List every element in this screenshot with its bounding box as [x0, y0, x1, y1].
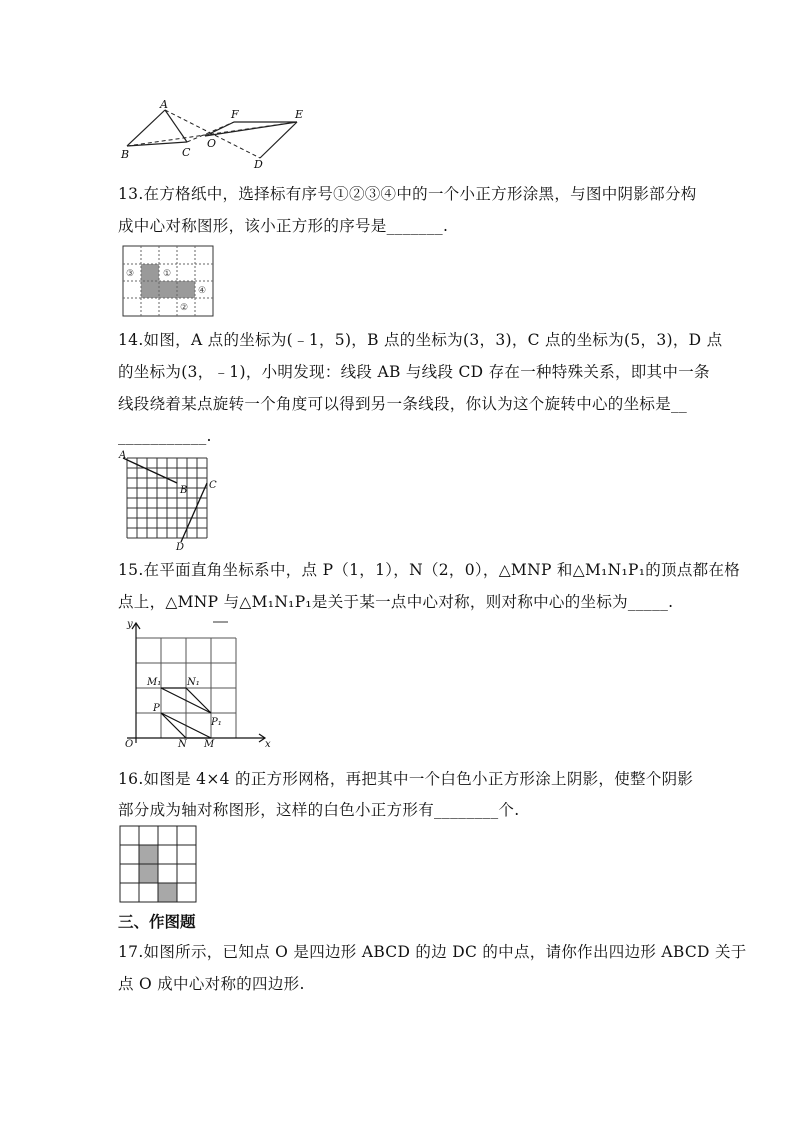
figure-q13-grid: [118, 244, 216, 320]
label-4: ④: [198, 286, 207, 296]
q17-line1: 17.如图所示，已知点 O 是四边形 ABCD 的边 DC 的中点，请你作出四边形 ABCD 关于: [118, 943, 747, 961]
figure-q14-grid: [118, 450, 223, 552]
label-3: ③: [126, 269, 135, 279]
label-2: ②: [180, 303, 189, 313]
q14-line3: 线段绕着某点旋转一个角度可以得到另一条线段，你认为这个旋转中心的坐标是__: [118, 395, 688, 413]
label-n: N: [178, 739, 187, 750]
label-m1: M₁: [147, 677, 162, 688]
q13-line2: 成中心对称图形，该小正方形的序号是_______.: [118, 217, 449, 235]
label-p: P: [153, 703, 160, 714]
figure-q16-grid: [118, 824, 200, 904]
label-o: O: [207, 137, 217, 150]
label-n1: N₁: [187, 677, 200, 688]
axis-x-label: x: [265, 739, 271, 750]
label-f: F: [231, 108, 239, 121]
q14-line2: 的坐标为(3，﹣1)，小明发现：线段 AB 与线段 CD 存在一种特殊关系，即其中一条: [118, 363, 710, 381]
label-a: A: [119, 450, 127, 461]
q14-line1: 14.如图，A 点的坐标为(﹣1，5)，B 点的坐标为(3，3)，C 点的坐标为(5，3)，D 点: [118, 331, 723, 349]
q15-line1: 15.在平面直角坐标系中，点 P（1，1），N（2，0），△MNP 和△M₁N₁P₁的顶点都在格: [118, 561, 741, 579]
label-a: A: [160, 98, 168, 111]
label-o: O: [125, 739, 134, 750]
label-d: D: [176, 542, 185, 552]
q16-line1: 16.如图是 4×4 的正方形网格，再把其中一个白色小正方形涂上阴影，使整个阴影: [118, 770, 694, 788]
label-c: C: [209, 480, 217, 491]
label-1: ①: [163, 269, 172, 279]
label-e: E: [295, 108, 304, 121]
label-m: M: [204, 739, 215, 750]
label-c: C: [182, 146, 191, 159]
label-b: B: [180, 485, 188, 496]
axis-y-label: y: [127, 619, 133, 630]
figure-q15-plane: [115, 613, 280, 753]
q16-line2: 部分成为轴对称图形，这样的白色小正方形有________个.: [118, 801, 520, 819]
q14-line4: ___________.: [118, 427, 212, 445]
section-heading: 三、作图题: [118, 913, 196, 931]
q13-line1: 13.在方格纸中，选择标有序号①②③④中的一个小正方形涂黑，与图中阴影部分构: [118, 185, 697, 203]
label-p1: P₁: [211, 717, 222, 728]
label-b: B: [121, 148, 130, 161]
figure-q12: [115, 98, 315, 173]
q15-line2: 点上，△MNP 与△M₁N₁P₁是关于某一点中心对称，则对称中心的坐标为_____.: [118, 593, 674, 611]
q17-line2: 点 O 成中心对称的四边形.: [118, 975, 305, 993]
label-d: D: [254, 158, 263, 171]
